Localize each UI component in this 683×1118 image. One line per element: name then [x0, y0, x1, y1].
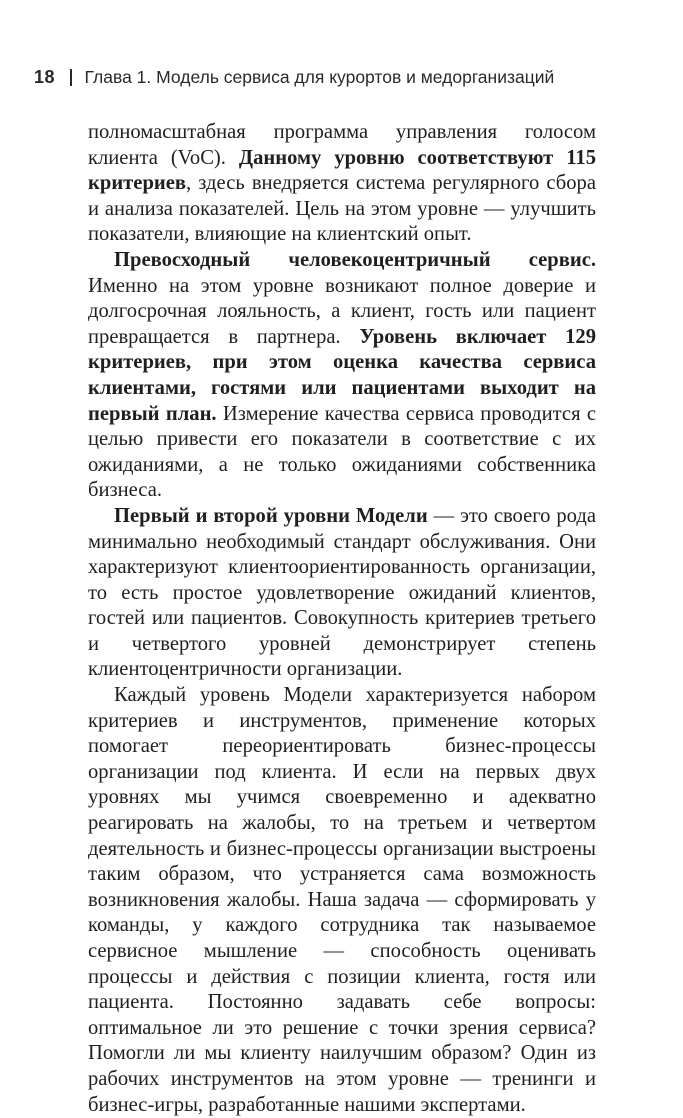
bold-text-segment: Первый и второй уровни Модели: [114, 504, 428, 527]
text-segment: Именно на этом уровне возникают полное доверие и долгосрочная лояльность, а клиент, гость или пациент превращается в партнера.: [88, 274, 596, 348]
paragraph: [88, 504, 596, 683]
bold-text-segment: Уровень включает 129 критериев, при этом оценка качества сервиса клиентами, гостями или пациентами выходит на первый план.: [88, 325, 596, 425]
text-segment: Каждый уровень Модели характеризуется набором критериев и инструментов, применение которых помогает переориентировать бизнес-процессы организации под клиента. И если на первых двух уровнях мы учимся своевременно и адекватно реагировать на жалобы, то на третьем и четвертом деятельность и бизнес-процессы организации выстроены таким образом, что устраняется сама возможность возникновения жалобы. Наша задача — сформировать у команды, у каждого сотрудника так называемое сервисное мышление — способность оценивать процессы и действия с позиции клиента, гостя или пациента. Постоянно задавать себе вопросы: оптимальное ли это решение с точки зрения сервиса? Помогли ли мы клиенту наилучшим образом? Один из рабочих инструментов на этом уровне — тренинги и бизнес-игры, разработанные нашими экспертами.: [88, 684, 596, 1116]
paragraph: [88, 683, 596, 1118]
text-segment: , здесь внедряется система регулярного сбора и анализа показателей. Цель на этом уровне — улучшить показатели, влияющие на клиентский опыт.: [88, 172, 596, 246]
chapter-title: Глава 1. Модель сервиса для курортов и медорганизаций: [84, 67, 555, 87]
paragraph: [88, 248, 596, 504]
bold-text-segment: Превосходный человекоцентричный сервис.: [114, 248, 596, 271]
text-segment: — это своего рода минимально необходимый стандарт обслуживания. Они характеризуют клиентоориентированность организации, то есть простое удовлетворение ожиданий клиентов, гостей или пациентов. Совокупность критериев третьего и четвертого уровней демонстрирует степень клиентоцентричности организации.: [88, 504, 596, 681]
bold-text-segment: Данному уровню соответствуют 115 критериев: [88, 146, 596, 195]
header-separator: [70, 69, 72, 86]
running-header: [34, 67, 654, 88]
paragraph: [88, 120, 596, 248]
page-number: 18: [34, 67, 56, 87]
text-segment: Измерение качества сервиса проводится с целью привести его показатели в соответствие с их ожиданиями, а не только ожиданиями собственника бизнеса.: [88, 402, 597, 502]
body-text: [88, 120, 596, 1118]
text-segment: полномасштабная программа управления голосом клиента (VoC).: [88, 121, 596, 169]
